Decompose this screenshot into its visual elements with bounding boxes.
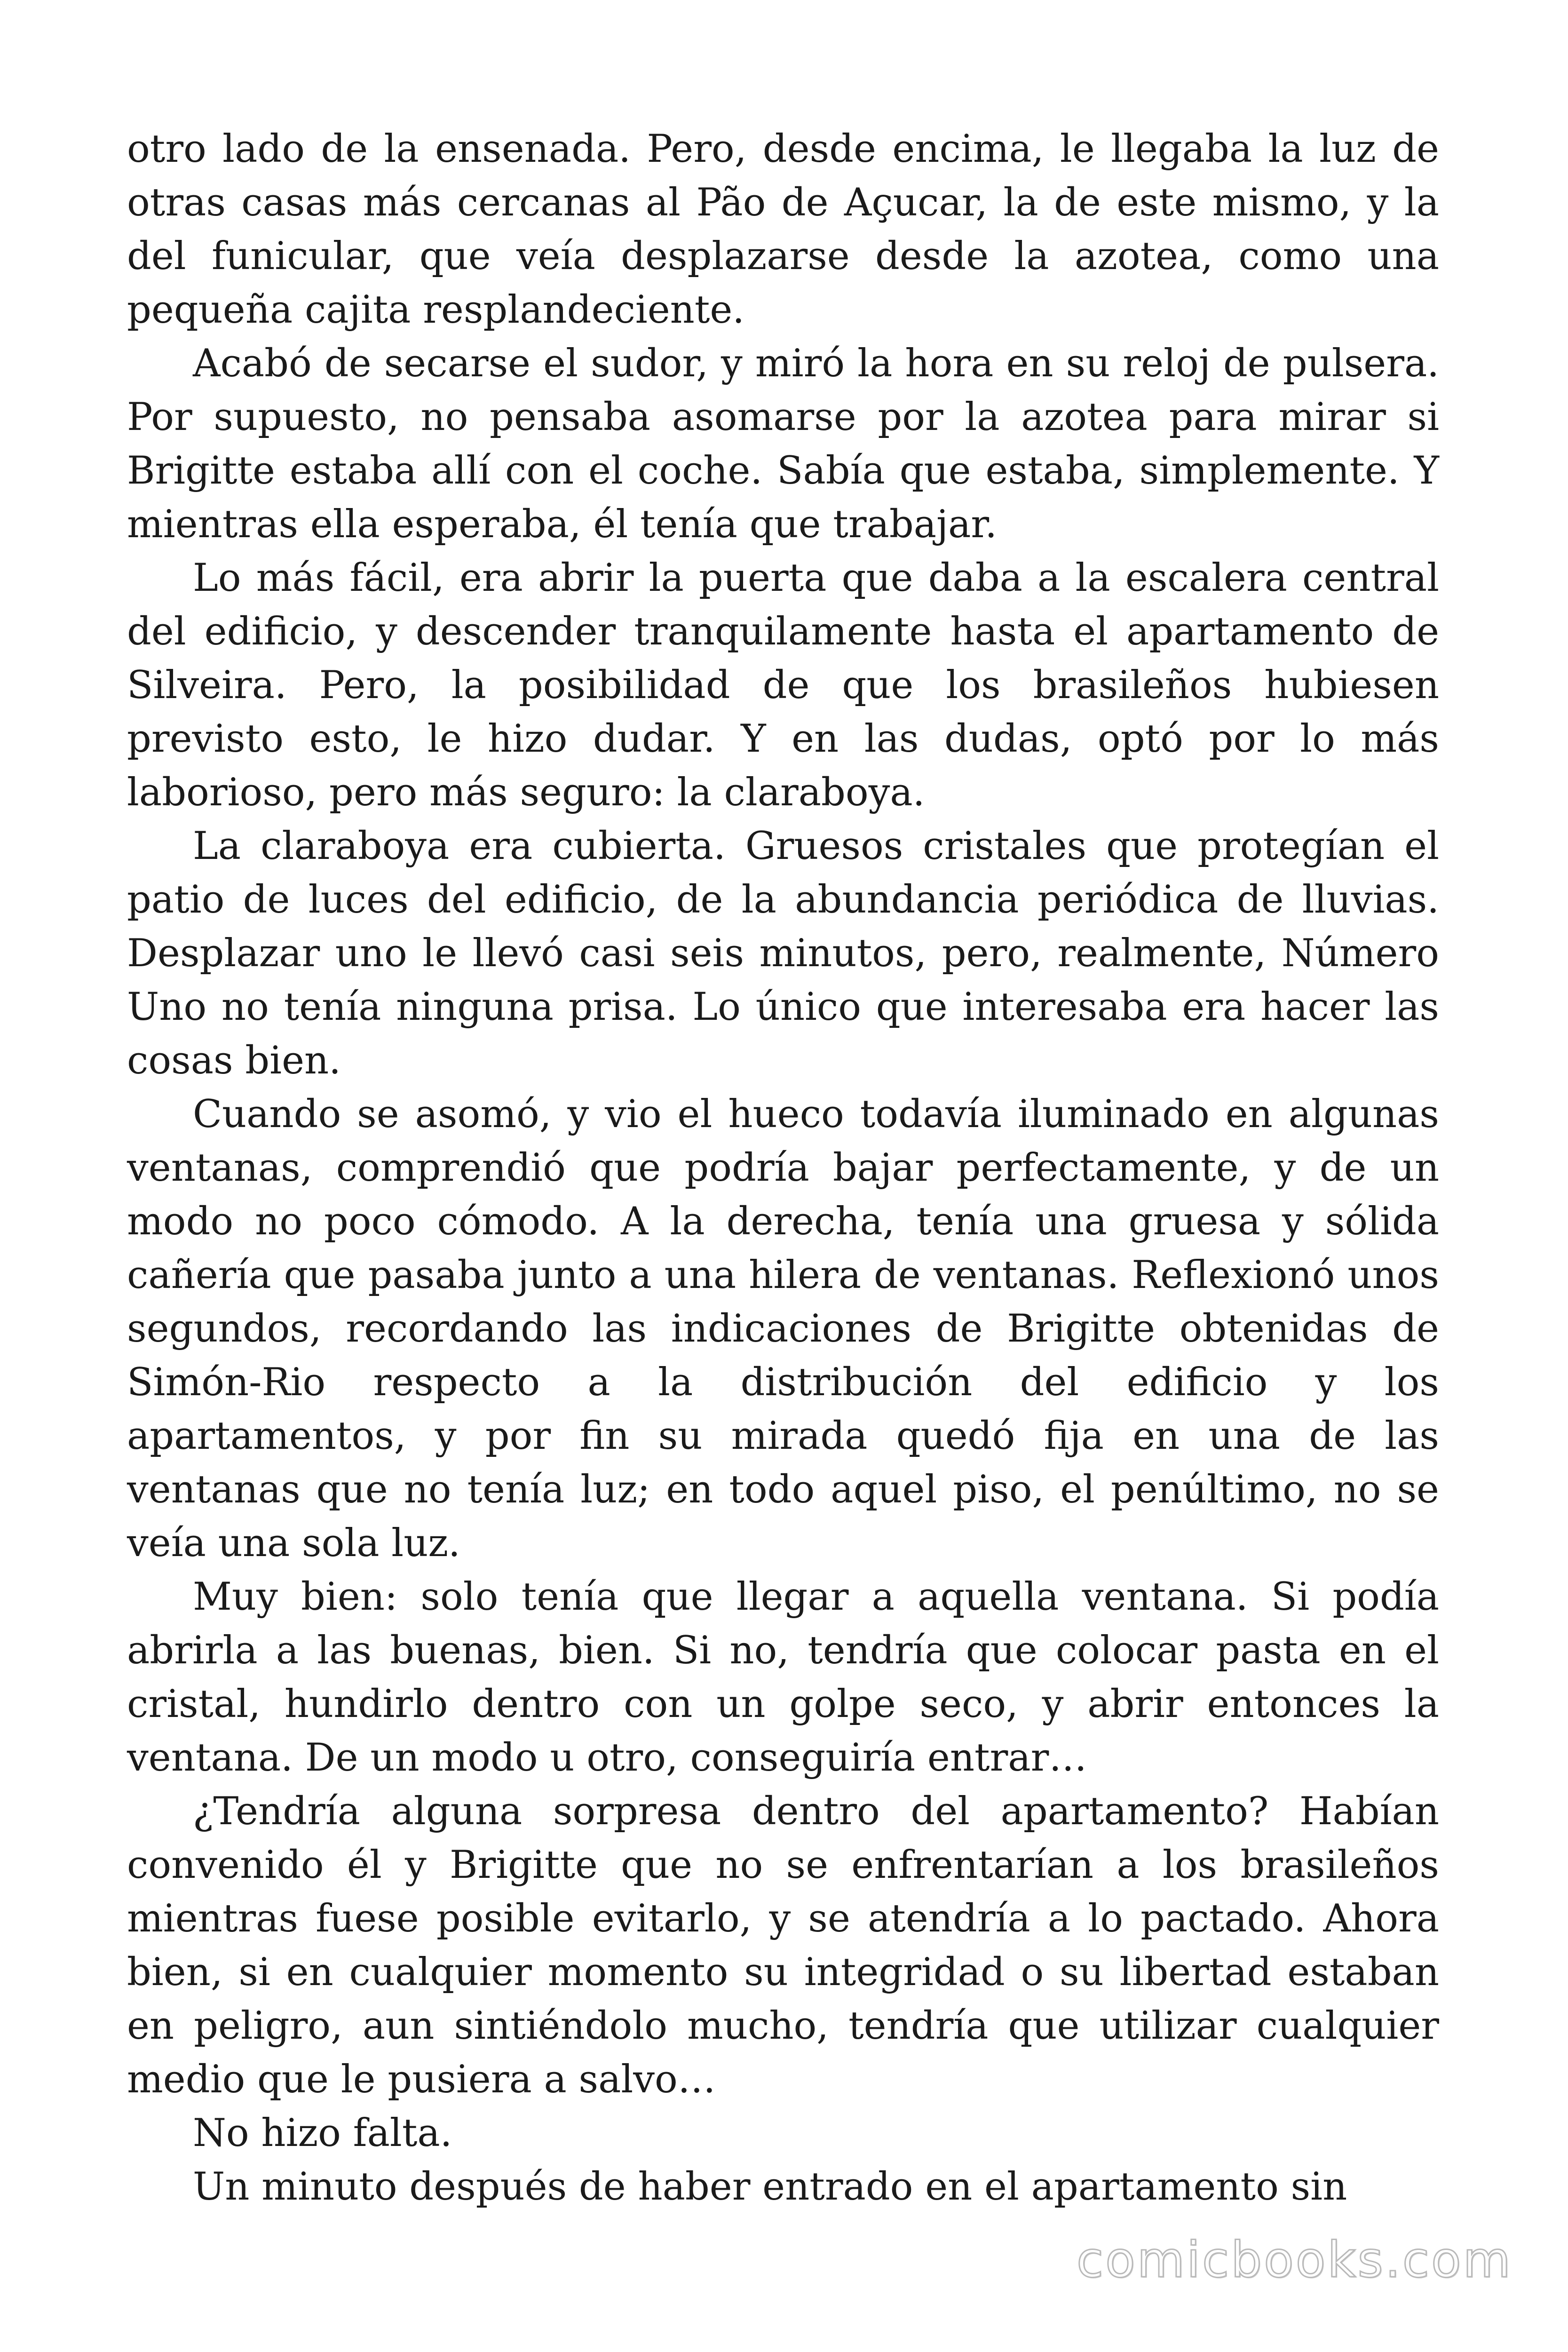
paragraph-6: Muy bien: solo tenía que llegar a aquella ventana. Si podía abrirla a las buenas, bien. Si no, tendría que colocar pasta en el cristal, hundirlo dentro con un golpe seco, y abrir entonces la ventana. De un modo u otro, conseguiría entrar…	[127, 1575, 1439, 1780]
paragraph-8: No hizo falta.	[193, 2111, 452, 2155]
paragraph-1: otro lado de la ensenada. Pero, desde encima, le llegaba la luz de otras casas más cercanas al Pão de Açucar, la de este mismo, y la del funicular, que veía desplazarse desde la azotea, como una pequeña cajita resplandeciente.	[127, 127, 1439, 332]
paragraph-4: La claraboya era cubierta. Gruesos cristales que protegían el patio de luces del edificio, de la abundancia periódica de lluvias. Desplazar uno le llevó casi seis minutos, pero, realmente, Número Uno no tenía ninguna prisa. Lo único que interesaba era hacer las cosas bien.	[127, 824, 1439, 1083]
paragraph-7: ¿Tendría alguna sorpresa dentro del apartamento? Habían convenido él y Brigitte que no se enfrentarían a los brasileños mientras fuese posible evitarlo, y se atendría a lo pactado. Ahora bien, si en cualquier momento su integridad o su libertad estaban en peligro, aun sintiéndolo mucho, tendría que utilizar cualquier medio que le pusiera a salvo…	[127, 1789, 1439, 2102]
paragraph-3: Lo más fácil, era abrir la puerta que daba a la escalera central del edificio, y descender tranquilamente hasta el apartamento de Silveira. Pero, la posibilidad de que los brasileños hubiesen previsto esto, le hizo dudar. Y en las dudas, optó por lo más laborioso, pero más seguro: la claraboya.	[127, 556, 1439, 815]
paragraph-2: Acabó de secarse el sudor, y miró la hora en su reloj de pulsera. Por supuesto, no pensaba asomarse por la azotea para mirar si Brigitte estaba allí con el coche. Sabía que estaba, simplemente. Y mientras ella esperaba, él tenía que trabajar.	[127, 342, 1439, 547]
paragraph-9: Un minuto después de haber entrado en el apartamento sin	[193, 2165, 1347, 2209]
page-body	[127, 122, 1439, 2214]
watermark-text: comicbooks.com	[1076, 2231, 1513, 2288]
paragraph-5: Cuando se asomó, y vio el hueco todavía iluminado en algunas ventanas, comprendió que podría bajar perfectamente, y de un modo no poco cómodo. A la derecha, tenía una gruesa y sólida cañería que pasaba junto a una hilera de ventanas. Reflexionó unos segundos, recordando las indicaciones de Brigitte obtenidas de Simón-Rio respecto a la distribución del edificio y los apartamentos, y por fin su mirada quedó fija en una de las ventanas que no tenía luz; en todo aquel piso, el penúltimo, no se veía una sola luz.	[127, 1092, 1439, 1565]
